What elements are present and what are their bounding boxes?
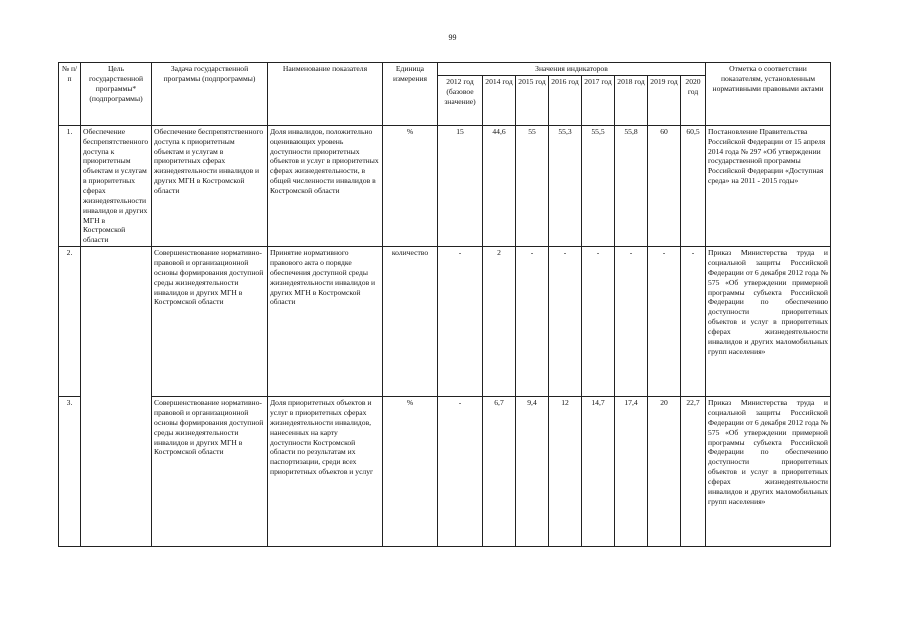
goal-text: Обеспечение беспрепятственного доступа к приоритетным объектам и услугам в приоритетных сферах жизнедеятельности инвалидов и других МГН в Костромской области (81, 125, 152, 246)
row-value-2014: 44,6 (483, 125, 516, 246)
row-value-2016: 55,3 (549, 125, 582, 246)
header-values: Значения индикаторов (438, 63, 706, 76)
header-year-2020: 2020 год (681, 75, 706, 125)
row-value-2018: - (615, 247, 648, 397)
row-note: Приказ Министерства труда и социальной защиты Российской Федерации от 6 декабря 2012 года № 575 «Об утверждении примерной программы субъекта Российской Федерации по обеспечению доступности приоритетных объектов и услуг в приоритетных сферах жизнедеятельности инвалидов и других маломобильных групп населения» (706, 247, 831, 397)
header-year-2017: 2017 год (582, 75, 615, 125)
row-task: Совершенствование нормативно-правовой и организационной основы формирования доступной среды жизнедеятельности инвалидов и других МГН в Костромской области (152, 247, 268, 397)
row-value-2018: 55,8 (615, 125, 648, 246)
header-goal: Цель государственной программы* (подпрограммы) (81, 63, 152, 126)
row-value-2019: 20 (648, 397, 681, 547)
row-value-2017: 14,7 (582, 397, 615, 547)
row-task: Обеспечение беспрепятственного доступа к приоритетным объектам и услугам в приоритетных сферах жизнедеятельности инвалидов и других МГН в Костромской области (152, 125, 268, 246)
row-value-2016: 12 (549, 397, 582, 547)
table-row (59, 397, 831, 547)
header-note: Отметка о соответствии показателям, установленным нормативными правовыми актами (706, 63, 831, 126)
header-indicator: Наименование показателя (268, 63, 383, 126)
row-value-2017: 55,5 (582, 125, 615, 246)
row-value-2019: - (648, 247, 681, 397)
row-unit: % (383, 397, 438, 547)
row-indicator: Доля инвалидов, положительно оценивающих уровень доступности приоритетных объектов и услуг в приоритетных сферах жизнедеятельности, в общей численности инвалидов в Костромской области (268, 125, 383, 246)
row-task: Совершенствование нормативно-правовой и организационной основы формирования доступной среды жизнедеятельности инвалидов и других МГН в Костромской области (152, 397, 268, 547)
table-row (59, 247, 831, 397)
row-unit: % (383, 125, 438, 246)
row-value-2020: 60,5 (681, 125, 706, 246)
row-value-2015: - (516, 247, 549, 397)
header-unit: Единица измерения (383, 63, 438, 126)
row-value-2017: - (582, 247, 615, 397)
header-year-2016: 2016 год (549, 75, 582, 125)
row-value-2020: 22,7 (681, 397, 706, 547)
header-year-2018: 2018 год (615, 75, 648, 125)
row-value-2012: - (438, 247, 483, 397)
row-value-2020: - (681, 247, 706, 397)
row-note: Приказ Министерства труда и социальной защиты Российской Федерации от 6 декабря 2012 года № 575 «Об утверждении примерной программы субъекта Российской Федерации по обеспечению доступности приоритетных объектов и услуг в приоритетных сферах жизнедеятельности инвалидов и других маломобильных групп населения» (706, 397, 831, 547)
header-task: Задача государственной программы (подпрограммы) (152, 63, 268, 126)
table-row (59, 125, 831, 246)
row-indicator: Доля приоритетных объектов и услуг в приоритетных сферах жизнедеятельности инвалидов, нанесенных на карту доступности Костромской области по результатам их паспортизации, среди всех приоритетных объектов и услуг (268, 397, 383, 547)
row-value-2012: 15 (438, 125, 483, 246)
header-year-2019: 2019 год (648, 75, 681, 125)
goal-cell-continued (81, 397, 152, 547)
row-value-2014: 6,7 (483, 397, 516, 547)
header-year-2015: 2015 год (516, 75, 549, 125)
indicators-table (58, 62, 831, 547)
row-value-2016: - (549, 247, 582, 397)
row-num: 1. (59, 125, 81, 246)
row-value-2019: 60 (648, 125, 681, 246)
row-value-2012: - (438, 397, 483, 547)
row-indicator: Принятие нормативного правового акта о порядке обеспечения доступной среды жизнедеятельности инвалидов и других МГН в Костромской области (268, 247, 383, 397)
row-value-2018: 17,4 (615, 397, 648, 547)
header-num: № п/п (59, 63, 81, 126)
header-year-2014: 2014 год (483, 75, 516, 125)
header-year-2012: 2012 год (базовое значение) (438, 75, 483, 125)
row-value-2014: 2 (483, 247, 516, 397)
row-note: Постановление Правительства Российской Федерации от 15 апреля 2014 года № 297 «Об утверждении государственной программы Российской Федерации «Доступная среда» на 2011 - 2015 годы» (706, 125, 831, 246)
row-num: 2. (59, 247, 81, 397)
row-num: 3. (59, 397, 81, 547)
row-value-2015: 9,4 (516, 397, 549, 547)
row-value-2015: 55 (516, 125, 549, 246)
page-number: 99 (448, 33, 457, 42)
goal-cell-continued (81, 247, 152, 397)
row-unit: количество (383, 247, 438, 397)
